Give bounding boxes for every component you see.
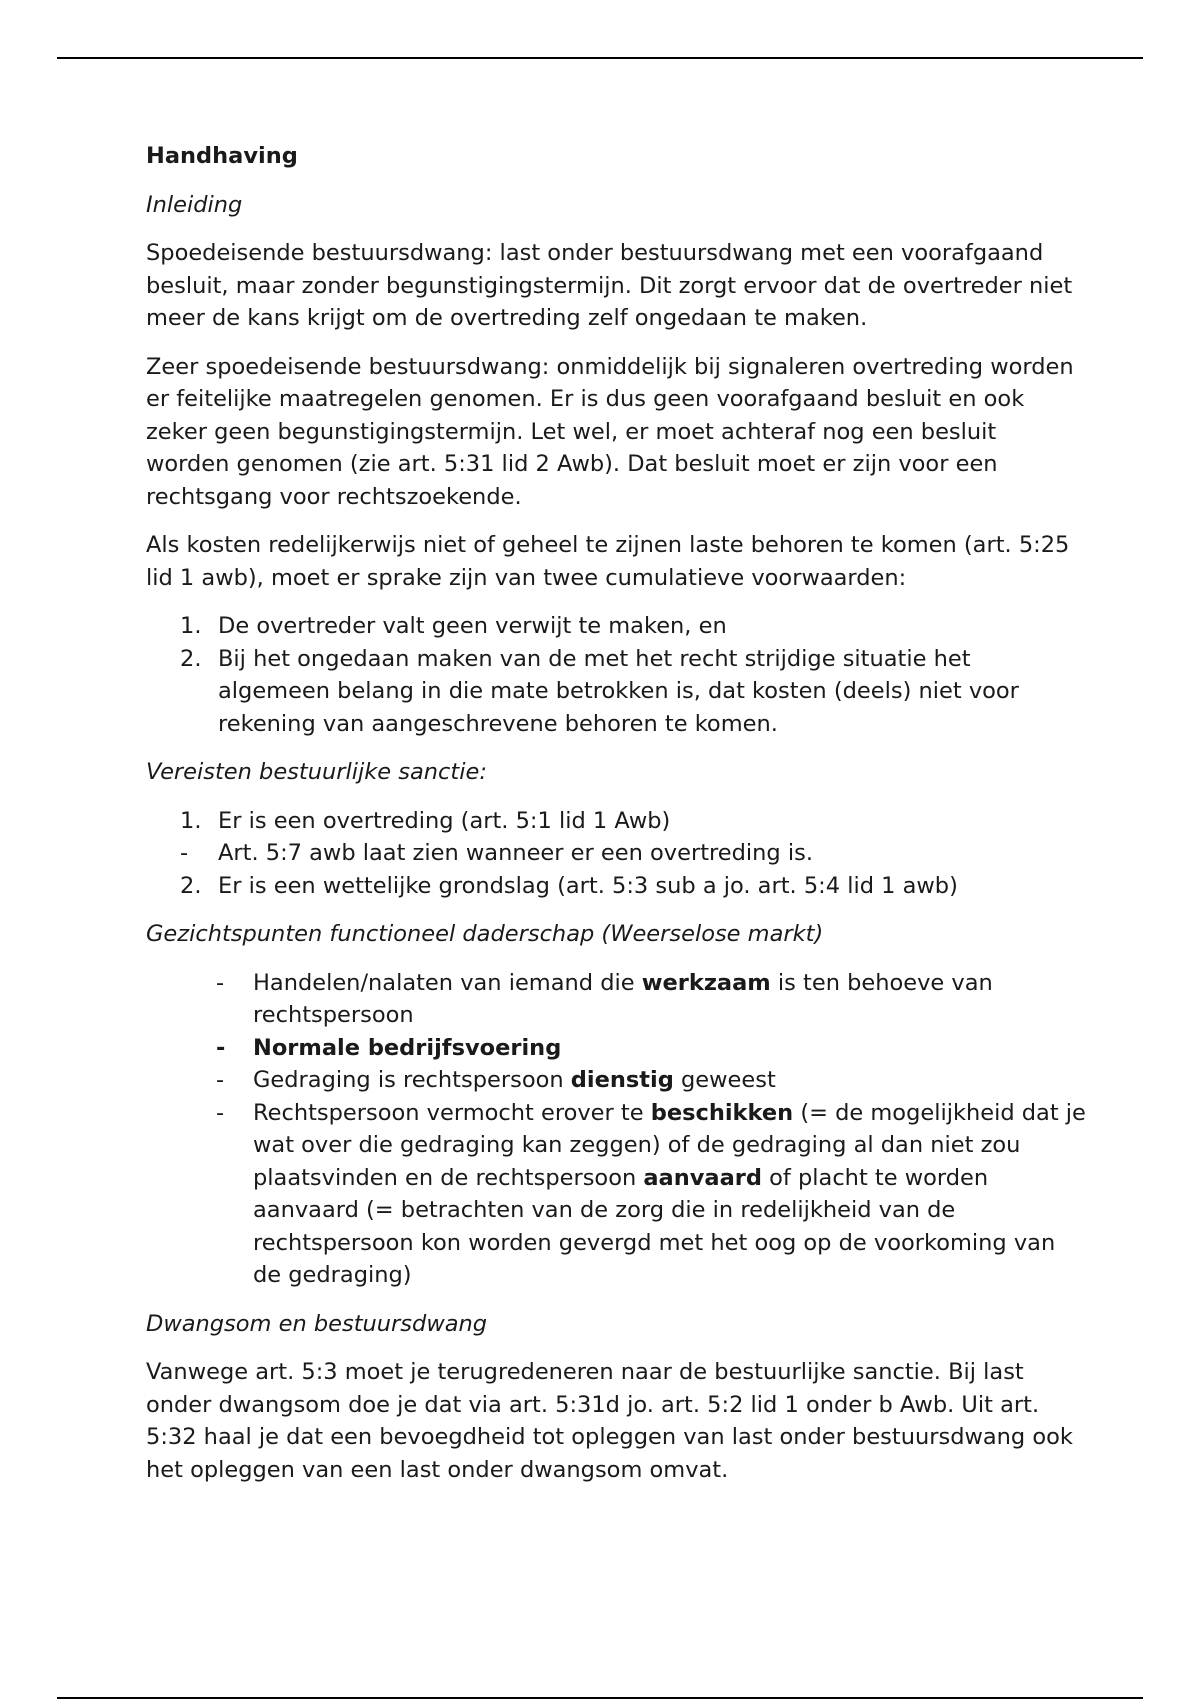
emphasis-text: dienstig xyxy=(570,1067,674,1093)
paragraph-spoedeisende: Spoedeisende bestuursdwang: last onder bestuursdwang met een voorafgaand besluit, maar zonder begunstigingstermijn. Dit zorgt ervoor dat de overtreder niet meer de kans krijgt om de overtreding zelf ongedaan te maken. xyxy=(146,240,1073,331)
list-item-text: Bij het ongedaan maken van de met het recht strijdige situatie het algemeen belang in die mate betrokken is, dat kosten (deels) niet voor rekening van aangeschrevene behoren te komen. xyxy=(218,645,1019,737)
list-item-text: Handelen/nalaten van iemand die werkzaam is ten behoeve van rechtspersoon xyxy=(253,969,993,1028)
list-item-text: Er is een wettelijke grondslag (art. 5:3 sub a jo. art. 5:4 lid 1 awb) xyxy=(218,872,958,899)
list-item-text: De overtreder valt geen verwijt te maken, en xyxy=(218,613,727,639)
list-item-text xyxy=(253,1035,561,1061)
paragraph-dwangsom: Vanwege art. 5:3 moet je terugredeneren naar de bestuurlijke sanctie. Bij last onder dwangsom doe je dat via art. 5:31d jo. art. 5:2 lid 1 onder b Awb. Uit art. 5:32 haal je dat een bevoegdheid tot opleggen van last onder bestuursdwang ook het opleggen van een last onder dwangsom omvat. xyxy=(146,1359,1073,1483)
list-marker: - xyxy=(216,969,225,996)
paragraph-zeer-spoedeisende: Zeer spoedeisende bestuursdwang: onmiddelijk bij signaleren overtreding worden er feitelijke maatregelen genomen. Er is dus geen voorafgaand besluit en ook zeker geen begunstigingstermijn. Let wel, er moet achteraf nog een besluit worden genomen (zie art. 5:31 lid 2 Awb). Dat besluit moet er zijn voor een rechtsgang voor rechtszoekende. xyxy=(146,353,1074,510)
list-item xyxy=(146,1097,1086,1292)
list-marker: 1. xyxy=(180,807,202,834)
emphasis-text: beschikken xyxy=(650,1099,794,1126)
emphasis-text: werkzaam xyxy=(641,969,771,996)
list-marker: - xyxy=(216,1067,225,1093)
list-item-text: Gedraging is rechtspersoon dienstig geweest xyxy=(253,1067,776,1093)
list-item-text: Art. 5:7 awb laat zien wanneer er een overtreding is. xyxy=(218,840,813,866)
conditions-list xyxy=(146,610,1086,740)
bottom-rule xyxy=(57,1697,1143,1699)
list-item xyxy=(146,1032,1086,1065)
list-item-text: Er is een overtreding (art. 5:1 lid 1 Awb) xyxy=(218,807,671,834)
list-item-text: Rechtspersoon vermocht erover te beschikken (= de mogelijkheid dat je wat over die gedraging kan zeggen) of de gedraging al dan niet zou plaatsvinden en de rechtspersoon aanvaard of placht te worden aanvaard (= betrachten van de zorg die in redelijkheid van de rechtspersoon kon worden gevergd met het oog op de voorkoming van de gedraging) xyxy=(253,1099,1086,1288)
list-item xyxy=(146,1064,1086,1097)
intro-heading: Inleiding xyxy=(146,191,243,218)
requirements-list xyxy=(146,805,1086,903)
top-rule xyxy=(57,57,1143,59)
perpetrator-heading: Gezichtspunten functioneel daderschap (Weerselose markt) xyxy=(146,921,824,947)
perpetrator-points-list xyxy=(146,967,1086,1292)
document-title: Handhaving xyxy=(146,143,298,169)
list-marker: - xyxy=(180,840,189,866)
penalty-heading: Dwangsom en bestuursdwang xyxy=(146,1310,488,1337)
list-marker: - xyxy=(216,1099,225,1126)
emphasis-text: Normale bedrijfsvoering xyxy=(253,1034,562,1061)
list-item xyxy=(146,870,1086,903)
document-body xyxy=(146,140,1086,1502)
list-marker: 1. xyxy=(180,613,202,639)
list-item xyxy=(146,837,1086,870)
emphasis-text: aanvaard xyxy=(643,1164,762,1191)
list-marker: 2. xyxy=(180,645,202,672)
list-marker: 2. xyxy=(180,872,202,899)
list-item xyxy=(146,967,1086,1032)
list-item xyxy=(146,610,1086,643)
list-item xyxy=(146,805,1086,838)
requirements-heading: Vereisten bestuurlijke sanctie: xyxy=(146,759,487,785)
list-item xyxy=(146,643,1086,741)
list-marker: - xyxy=(216,1034,226,1061)
paragraph-kosten: Als kosten redelijkerwijs niet of geheel te zijnen laste behoren te komen (art. 5:25 lid 1 awb), moet er sprake zijn van twee cumulatieve voorwaarden: xyxy=(146,532,1070,591)
